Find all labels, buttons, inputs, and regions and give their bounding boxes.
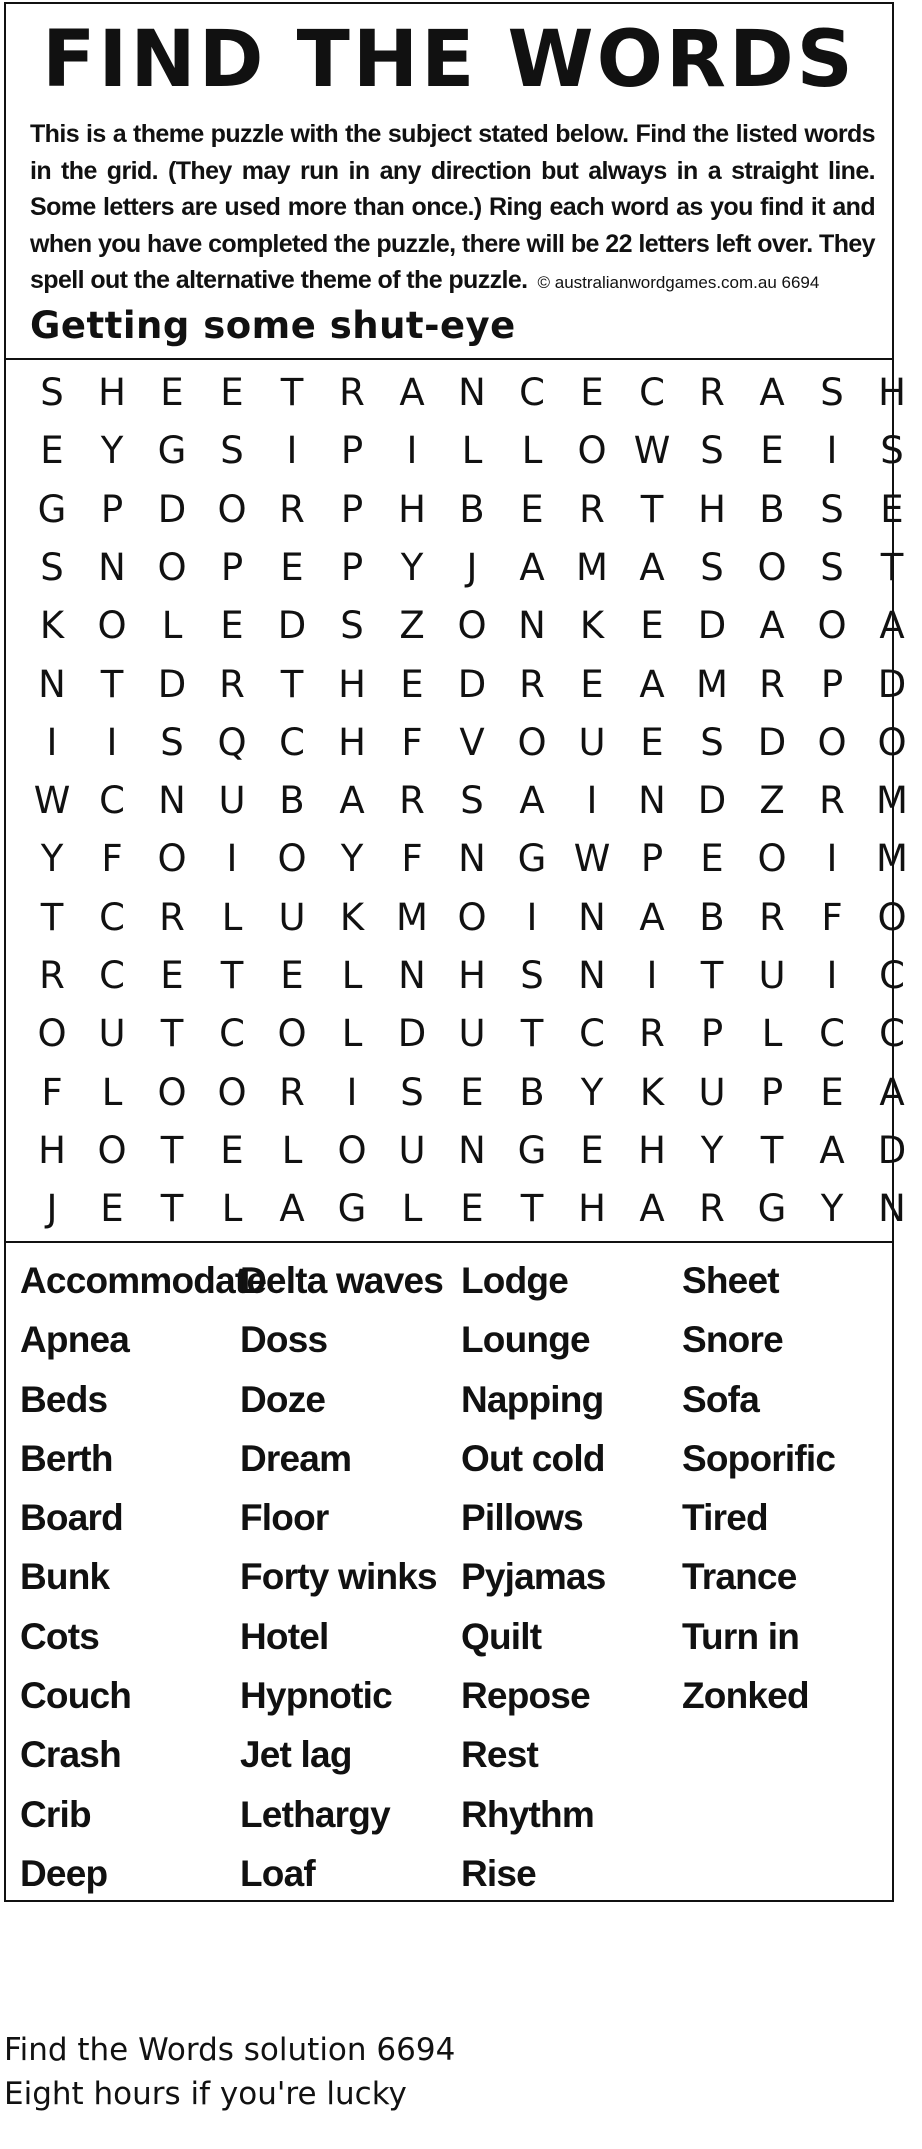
grid-cell[interactable]: O xyxy=(37,1012,67,1056)
grid-cell[interactable]: G xyxy=(157,429,187,473)
grid-cell[interactable]: N xyxy=(158,779,186,823)
grid-cell[interactable]: T xyxy=(220,954,244,997)
grid-cell[interactable]: H xyxy=(398,487,426,531)
grid-cell[interactable]: R xyxy=(39,954,65,997)
grid-cell[interactable]: Y xyxy=(700,1128,724,1172)
grid-cell[interactable]: H xyxy=(98,371,126,414)
grid-cell[interactable]: P xyxy=(760,1070,784,1114)
grid-cell[interactable]: B xyxy=(759,487,785,531)
grid-cell[interactable]: E xyxy=(820,1070,844,1114)
grid-cell[interactable]: R xyxy=(399,779,425,823)
grid-cell[interactable]: R xyxy=(279,487,305,531)
grid-cell[interactable]: A xyxy=(879,1070,905,1114)
grid-cell[interactable]: T xyxy=(760,1128,784,1172)
grid-cell[interactable]: O xyxy=(457,604,487,648)
puzzle-frame xyxy=(4,2,908,1902)
letter-grid xyxy=(22,364,908,1239)
grid-cell[interactable]: P xyxy=(640,837,664,881)
grid-cell[interactable]: C xyxy=(519,371,545,414)
grid-cell[interactable]: E xyxy=(280,954,304,997)
grid-cell[interactable]: E xyxy=(280,545,304,589)
grid-cell[interactable]: S xyxy=(700,429,724,473)
grid-cell[interactable]: E xyxy=(220,604,244,648)
grid-cell[interactable]: C xyxy=(219,1012,245,1056)
grid-cell[interactable]: K xyxy=(579,604,605,648)
grid-cell[interactable]: L xyxy=(341,954,363,997)
grid-cell[interactable]: F xyxy=(821,895,843,939)
word-list-item: Sofa xyxy=(682,1378,759,1420)
puzzle-subject: Getting some shut-eye xyxy=(30,304,516,347)
grid-cell[interactable]: R xyxy=(699,1187,725,1231)
puzzle-credit: © australianwordgames.com.au 6694 xyxy=(537,273,820,292)
grid-cell[interactable]: Z xyxy=(399,604,425,648)
grid-cell[interactable]: O xyxy=(157,837,187,881)
solution-label: Find the Words solution 6694 xyxy=(4,2032,456,2068)
grid-cell[interactable]: L xyxy=(341,1012,363,1056)
grid-cell[interactable]: E xyxy=(220,1128,244,1172)
grid-cell[interactable]: Y xyxy=(340,837,364,881)
grid-cell[interactable]: B xyxy=(279,779,305,823)
word-list-item: Beds xyxy=(20,1378,108,1420)
grid-cell[interactable]: R xyxy=(699,371,725,414)
grid-cell[interactable]: L xyxy=(281,1128,303,1172)
word-list-item: Hotel xyxy=(240,1615,329,1657)
grid-cell[interactable]: H xyxy=(458,954,486,997)
grid-cell[interactable]: S xyxy=(400,1070,424,1114)
word-list xyxy=(20,1251,890,1901)
grid-cell[interactable]: I xyxy=(826,954,838,997)
grid-cell[interactable]: E xyxy=(160,371,184,414)
grid-cell[interactable]: F xyxy=(401,837,423,881)
grid-cell[interactable]: A xyxy=(759,604,785,648)
grid-cell[interactable]: U xyxy=(458,1012,486,1056)
word-list-item: Zonked xyxy=(682,1675,809,1717)
grid-cell[interactable]: N xyxy=(578,895,606,939)
grid-cell[interactable]: W xyxy=(33,779,71,823)
grid-cell[interactable]: R xyxy=(639,1012,665,1056)
grid-cell[interactable]: O xyxy=(97,604,127,648)
grid-cell[interactable]: I xyxy=(106,720,118,764)
grid-cell[interactable]: E xyxy=(700,837,724,881)
grid-cell[interactable]: H xyxy=(878,371,906,414)
grid-cell[interactable]: R xyxy=(219,662,245,706)
grid-cell[interactable]: A xyxy=(879,604,905,648)
grid-cell[interactable]: N xyxy=(458,1128,486,1172)
grid-cell[interactable]: E xyxy=(40,429,64,473)
solution-answer: Eight hours if you're lucky xyxy=(4,2076,407,2112)
grid-cell[interactable]: A xyxy=(519,545,545,589)
grid-cell[interactable]: R xyxy=(279,1070,305,1114)
word-list-item: Doze xyxy=(240,1378,326,1420)
grid-cell[interactable]: N xyxy=(458,837,486,881)
grid-cell[interactable]: P xyxy=(340,545,364,589)
puzzle-title: FIND THE WORDS xyxy=(42,15,856,105)
grid-cell[interactable]: H xyxy=(338,720,366,764)
grid-cell[interactable]: F xyxy=(41,1070,63,1114)
grid-cell[interactable]: P xyxy=(820,662,844,706)
grid-cell[interactable]: D xyxy=(277,604,307,648)
word-list-item: Repose xyxy=(461,1675,590,1717)
grid-cell[interactable]: C xyxy=(879,1012,905,1056)
grid-cell[interactable]: Z xyxy=(759,779,785,823)
grid-cell[interactable]: G xyxy=(517,837,547,881)
grid-cell[interactable]: U xyxy=(218,779,246,823)
grid-cell[interactable]: D xyxy=(457,662,487,706)
grid-cell[interactable]: C xyxy=(579,1012,605,1056)
grid-cell[interactable]: H xyxy=(578,1187,606,1231)
grid-cell[interactable]: A xyxy=(639,662,665,706)
word-list-item: Trance xyxy=(682,1556,797,1598)
grid-cell[interactable]: N xyxy=(458,371,486,414)
grid-cell[interactable]: O xyxy=(217,487,247,531)
grid-cell[interactable]: K xyxy=(639,1070,665,1114)
grid-cell[interactable]: U xyxy=(578,720,606,764)
word-list-item: Doss xyxy=(240,1319,328,1361)
grid-cell[interactable]: E xyxy=(400,662,424,706)
grid-cell[interactable]: A xyxy=(819,1128,845,1172)
grid-cell[interactable]: D xyxy=(877,1128,907,1172)
grid-cell[interactable]: I xyxy=(286,429,298,473)
grid-cell[interactable]: N xyxy=(638,779,666,823)
puzzle-header xyxy=(6,4,892,360)
grid-cell[interactable]: L xyxy=(101,1070,123,1114)
grid-cell[interactable]: O xyxy=(277,1012,307,1056)
grid-cell[interactable]: D xyxy=(757,720,787,764)
word-list-item: Board xyxy=(20,1497,123,1539)
grid-cell[interactable]: O xyxy=(757,545,787,589)
grid-cell[interactable]: L xyxy=(401,1187,423,1231)
grid-cell[interactable]: Y xyxy=(580,1070,604,1114)
grid-cell[interactable]: O xyxy=(817,720,847,764)
grid-cell[interactable]: U xyxy=(698,1070,726,1114)
word-list-item: Forty winks xyxy=(240,1556,437,1598)
grid-cell[interactable]: C xyxy=(99,895,125,939)
instructions-text: This is a theme puzzle with the subject stated below. Find the listed words in the grid. (They may run in any direction but always in a straight line. Some letters are used more than once.) Ring each word as you find it and when you have completed the puzzle, there will be 22 letters left over. They spell out the alternative theme of the puzzle. xyxy=(30,120,875,294)
grid-cell[interactable]: O xyxy=(517,720,547,764)
grid-cell[interactable]: D xyxy=(697,779,727,823)
grid-cell[interactable]: D xyxy=(157,487,187,531)
word-list-item: Pyjamas xyxy=(461,1556,606,1598)
grid-cell[interactable]: I xyxy=(826,429,838,473)
grid-cell[interactable]: O xyxy=(277,837,307,881)
grid-cell[interactable]: B xyxy=(459,487,485,531)
grid-cell[interactable]: L xyxy=(161,604,183,648)
grid-cell[interactable]: L xyxy=(461,429,483,473)
word-list-column xyxy=(682,1251,902,1725)
grid-cell[interactable]: R xyxy=(759,895,785,939)
grid-cell[interactable]: P xyxy=(700,1012,724,1056)
grid-cell[interactable]: R xyxy=(339,371,365,414)
grid-cell[interactable]: T xyxy=(100,662,124,706)
grid-cell[interactable]: P xyxy=(340,429,364,473)
grid-cell[interactable]: E xyxy=(640,604,664,648)
word-list-item: Hypnotic xyxy=(240,1675,392,1717)
grid-cell[interactable]: S xyxy=(820,371,844,414)
grid-cell[interactable]: T xyxy=(520,1012,544,1056)
grid-cell[interactable]: E xyxy=(880,487,904,531)
grid-cell[interactable]: S xyxy=(820,545,844,589)
word-list-item: Lounge xyxy=(461,1319,590,1361)
grid-cell[interactable]: U xyxy=(98,1012,126,1056)
grid-cell[interactable]: M xyxy=(696,662,728,706)
grid-cell[interactable]: I xyxy=(226,837,238,881)
grid-cell[interactable]: S xyxy=(40,371,64,414)
word-list-item: Quilt xyxy=(461,1615,542,1657)
grid-cell[interactable]: T xyxy=(280,371,304,414)
grid-cell[interactable]: D xyxy=(157,662,187,706)
grid-cell[interactable]: S xyxy=(880,429,904,473)
grid-cell[interactable]: M xyxy=(876,779,908,823)
grid-cell[interactable]: O xyxy=(757,837,787,881)
word-list-item: Crib xyxy=(20,1793,91,1835)
grid-cell[interactable]: A xyxy=(279,1187,305,1231)
grid-cell[interactable]: P xyxy=(220,545,244,589)
grid-cell[interactable]: I xyxy=(826,837,838,881)
grid-cell[interactable]: T xyxy=(700,954,724,997)
grid-cell[interactable]: E xyxy=(760,429,784,473)
grid-cell[interactable]: O xyxy=(337,1128,367,1172)
grid-cell[interactable]: E xyxy=(220,371,244,414)
grid-cell[interactable]: A xyxy=(519,779,545,823)
grid-cell[interactable]: L xyxy=(521,429,543,473)
grid-cell[interactable]: O xyxy=(457,895,487,939)
word-list-item: Berth xyxy=(20,1437,113,1479)
grid-cell[interactable]: E xyxy=(460,1070,484,1114)
grid-cell[interactable]: O xyxy=(577,429,607,473)
word-list-item: Napping xyxy=(461,1378,604,1420)
word-list-column xyxy=(20,1251,267,1903)
grid-cell[interactable]: N xyxy=(98,545,126,589)
grid-cell[interactable]: S xyxy=(520,954,544,997)
grid-cell[interactable]: E xyxy=(160,954,184,997)
word-list-item: Jet lag xyxy=(240,1734,352,1776)
grid-cell[interactable]: T xyxy=(160,1012,184,1056)
word-list-item: Rise xyxy=(461,1852,536,1894)
grid-cell[interactable]: T xyxy=(520,1187,544,1231)
word-list-item: Tired xyxy=(682,1497,768,1539)
grid-cell[interactable]: I xyxy=(46,720,58,764)
grid-cell[interactable]: O xyxy=(217,1070,247,1114)
grid-cell[interactable]: C xyxy=(639,371,665,414)
grid-cell[interactable]: S xyxy=(700,720,724,764)
grid-cell[interactable]: C xyxy=(819,1012,845,1056)
grid-cell[interactable]: I xyxy=(406,429,418,473)
grid-cell[interactable]: R xyxy=(759,662,785,706)
grid-cell[interactable]: I xyxy=(346,1070,358,1114)
grid-cell[interactable]: T xyxy=(160,1187,184,1231)
grid-cell[interactable]: T xyxy=(280,662,304,706)
grid-cell[interactable]: N xyxy=(398,954,426,997)
grid-cell[interactable]: R xyxy=(579,487,605,531)
grid-cell[interactable]: I xyxy=(646,954,658,997)
grid-cell[interactable]: N xyxy=(878,1187,906,1231)
grid-cell[interactable]: U xyxy=(278,895,306,939)
grid-cell[interactable]: K xyxy=(339,895,365,939)
grid-cell[interactable]: M xyxy=(396,895,428,939)
grid-cell[interactable]: A xyxy=(639,1187,665,1231)
grid-cell[interactable]: N xyxy=(578,954,606,997)
word-list-item: Cots xyxy=(20,1615,100,1657)
grid-cell[interactable]: D xyxy=(877,662,907,706)
grid-cell[interactable]: J xyxy=(466,545,478,589)
grid-cell[interactable]: E xyxy=(580,371,604,414)
grid-cell[interactable]: O xyxy=(97,1128,127,1172)
word-list-divider xyxy=(6,1241,892,1243)
grid-cell[interactable]: E xyxy=(640,720,664,764)
grid-cell[interactable]: H xyxy=(638,1128,666,1172)
word-list-item: Bunk xyxy=(20,1556,110,1598)
grid-cell[interactable]: C xyxy=(99,954,125,997)
grid-cell[interactable]: Y xyxy=(400,545,424,589)
grid-cell[interactable]: H xyxy=(698,487,726,531)
grid-cell[interactable]: I xyxy=(526,895,538,939)
word-list-item: Crash xyxy=(20,1734,121,1776)
word-list-column xyxy=(461,1251,681,1903)
word-list-item: Deep xyxy=(20,1852,108,1894)
grid-cell[interactable]: Y xyxy=(820,1187,844,1231)
grid-cell[interactable]: M xyxy=(876,837,908,881)
grid-cell[interactable]: E xyxy=(460,1187,484,1231)
grid-cell[interactable]: N xyxy=(38,662,66,706)
grid-cell[interactable]: F xyxy=(401,720,423,764)
grid-cell[interactable]: S xyxy=(820,487,844,531)
word-list-item: Sheet xyxy=(682,1260,779,1301)
grid-cell[interactable]: T xyxy=(40,895,64,939)
grid-cell[interactable]: K xyxy=(39,604,65,648)
grid-cell[interactable]: S xyxy=(220,429,244,473)
grid-cell[interactable]: W xyxy=(573,837,611,881)
grid-cell[interactable]: L xyxy=(221,895,243,939)
grid-cell[interactable]: G xyxy=(337,1187,367,1231)
grid-cell[interactable]: B xyxy=(519,1070,545,1114)
word-list-item: Lodge xyxy=(461,1260,568,1301)
word-list-item: Accommodate xyxy=(20,1260,267,1301)
grid-cell[interactable]: C xyxy=(279,720,305,764)
grid-cell[interactable]: R xyxy=(159,895,185,939)
grid-cell[interactable]: S xyxy=(700,545,724,589)
word-list-item: Pillows xyxy=(461,1497,583,1539)
grid-cell[interactable]: S xyxy=(340,604,364,648)
word-list-item: Rhythm xyxy=(461,1793,594,1835)
grid-cell[interactable]: G xyxy=(757,1187,787,1231)
grid-cell[interactable]: T xyxy=(640,487,664,531)
grid-cell[interactable]: D xyxy=(697,604,727,648)
grid-cell[interactable]: H xyxy=(338,662,366,706)
grid-cell[interactable]: A xyxy=(639,545,665,589)
word-list-item: Delta waves xyxy=(240,1260,444,1301)
grid-cell[interactable]: S xyxy=(160,720,184,764)
grid-cell[interactable]: J xyxy=(46,1187,58,1231)
grid-cell[interactable]: I xyxy=(586,779,598,823)
grid-cell[interactable]: V xyxy=(459,720,485,764)
grid-cell[interactable]: S xyxy=(40,545,64,589)
grid-cell[interactable]: L xyxy=(761,1012,783,1056)
grid-cell[interactable]: Q xyxy=(217,720,247,764)
word-list-item: Snore xyxy=(682,1319,783,1361)
grid-cell[interactable]: E xyxy=(580,662,604,706)
grid-cell[interactable]: Y xyxy=(100,429,124,473)
grid-cell[interactable]: T xyxy=(880,545,904,589)
grid-cell[interactable]: A xyxy=(399,371,425,414)
grid-cell[interactable]: C xyxy=(99,779,125,823)
grid-cell[interactable]: B xyxy=(699,895,725,939)
grid-cell[interactable]: F xyxy=(101,837,123,881)
grid-cell[interactable]: U xyxy=(758,954,786,997)
puzzle-instructions xyxy=(30,116,875,302)
grid-cell[interactable]: G xyxy=(37,487,67,531)
grid-cell[interactable]: R xyxy=(819,779,845,823)
word-list-item: Apnea xyxy=(20,1319,130,1361)
grid-cell[interactable]: T xyxy=(160,1128,184,1172)
solution-footer xyxy=(4,2028,455,2116)
word-list-item: Rest xyxy=(461,1734,538,1776)
word-list-item: Floor xyxy=(240,1497,329,1539)
word-list-item: Soporific xyxy=(682,1437,836,1479)
word-list-item: Dream xyxy=(240,1437,352,1479)
grid-cell[interactable]: M xyxy=(576,545,608,589)
grid-cell[interactable]: O xyxy=(877,895,907,939)
grid-cell[interactable]: H xyxy=(38,1128,66,1172)
grid-cell[interactable]: O xyxy=(157,1070,187,1114)
grid-cell[interactable]: U xyxy=(398,1128,426,1172)
word-list-column xyxy=(240,1251,460,1903)
grid-cell[interactable]: W xyxy=(633,429,671,473)
grid-cell[interactable]: O xyxy=(877,720,907,764)
word-list-item: Turn in xyxy=(682,1615,800,1657)
grid-cell[interactable]: O xyxy=(157,545,187,589)
grid-cell[interactable]: Y xyxy=(40,837,64,881)
grid-cell[interactable]: A xyxy=(639,895,665,939)
grid-cell[interactable]: A xyxy=(759,371,785,414)
grid-cell[interactable]: E xyxy=(520,487,544,531)
word-list-item: Out cold xyxy=(461,1437,605,1479)
grid-cell[interactable]: D xyxy=(397,1012,427,1056)
word-list-item: Lethargy xyxy=(240,1793,390,1835)
grid-cell[interactable]: R xyxy=(519,662,545,706)
word-list-item: Loaf xyxy=(240,1852,315,1894)
grid-cell[interactable]: N xyxy=(518,604,546,648)
grid-cell[interactable]: O xyxy=(817,604,847,648)
grid-cell[interactable]: A xyxy=(339,779,365,823)
grid-cell[interactable]: E xyxy=(100,1187,124,1231)
grid-cell[interactable]: G xyxy=(517,1128,547,1172)
grid-cell[interactable]: P xyxy=(100,487,124,531)
grid-cell[interactable]: P xyxy=(340,487,364,531)
word-list-item: Couch xyxy=(20,1675,132,1717)
grid-cell[interactable]: S xyxy=(460,779,484,823)
grid-cell[interactable]: E xyxy=(580,1128,604,1172)
grid-cell[interactable]: L xyxy=(221,1187,243,1231)
grid-cell[interactable]: C xyxy=(879,954,905,997)
